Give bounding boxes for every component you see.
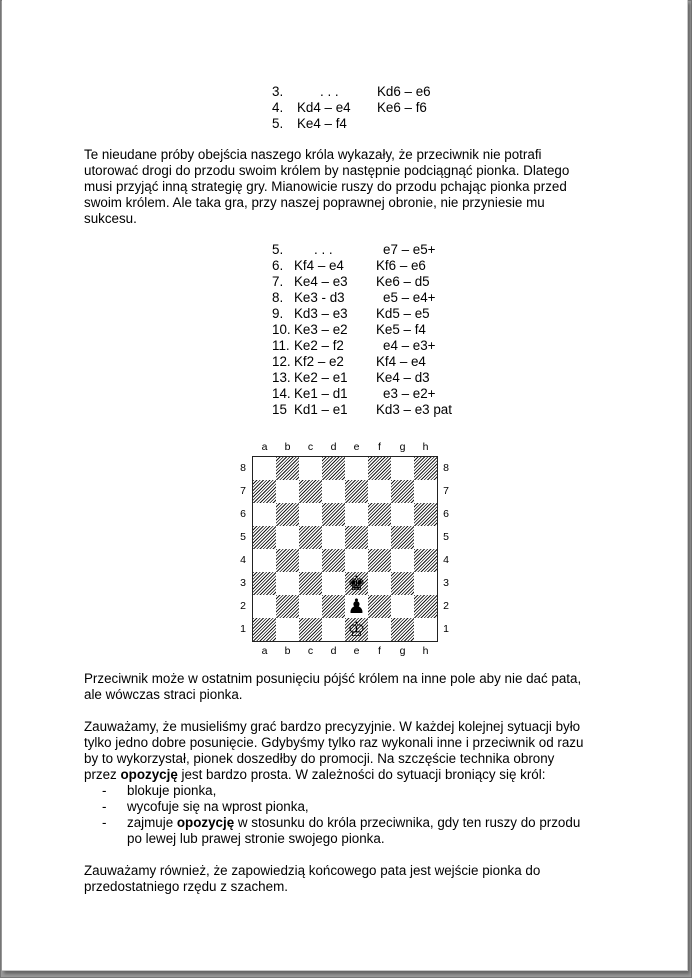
square-h6 (414, 503, 437, 526)
move-number: 7. (272, 274, 284, 289)
rank-label: 3 (443, 577, 449, 589)
text-run: w stosunku do króla przeciwnika, gdy ten ruszy do przodu (234, 815, 581, 830)
black-move: Ke4 – d3 (376, 370, 430, 385)
move-number: 10. (272, 322, 291, 337)
file-label: h (422, 441, 429, 453)
black-move: Ke6 – f6 (377, 100, 427, 115)
document-page (2, 0, 688, 971)
move-row (270, 306, 470, 322)
move-number: 3. (272, 84, 284, 99)
move-number: 6. (272, 258, 284, 273)
square-c7 (299, 480, 322, 503)
white-move: Ke4 – f4 (297, 116, 347, 131)
move-row (270, 274, 470, 290)
white-move: Kf4 – e4 (294, 258, 344, 273)
file-label: d (330, 645, 337, 657)
square-g1 (391, 618, 414, 641)
move-number: 5. (272, 242, 284, 257)
rank-label: 4 (443, 554, 449, 566)
file-label: g (399, 645, 406, 657)
file-label: h (422, 645, 429, 657)
paragraph-conclusion (84, 863, 604, 895)
rank-label: 1 (240, 623, 246, 635)
black-move: Kf6 – e6 (376, 258, 426, 273)
move-row (270, 84, 470, 100)
square-h1 (414, 618, 437, 641)
black-move: e3 – e2+ (383, 386, 436, 401)
file-label: b (284, 645, 291, 657)
square-c6 (299, 503, 322, 526)
bold-term: opozycję (176, 815, 235, 830)
white-move: Ke2 – e1 (294, 370, 348, 385)
file-label: f (378, 645, 381, 657)
square-c4 (299, 549, 322, 572)
rank-label: 5 (443, 531, 449, 543)
list-item-text: po lewej lub prawej stronie swojego pionka. (127, 831, 385, 846)
paragraph-strategy (84, 147, 604, 227)
rank-label: 8 (240, 462, 246, 474)
white-move: Kf2 – e2 (294, 354, 344, 369)
bold-term: opozycję (120, 767, 178, 782)
square-h2 (414, 595, 437, 618)
black-move: Kd3 – e3 pat (376, 402, 452, 417)
move-row (270, 116, 470, 132)
square-d7 (322, 480, 345, 503)
move-row (270, 290, 470, 306)
square-a3 (253, 572, 276, 595)
rank-label: 1 (443, 623, 449, 635)
chess-piece-e2: ♟ (347, 594, 366, 618)
text-line: tylko jedno dobre posunięcie. Gdybyśmy tylko raz wykonali inne i przeciwnik od razu (84, 735, 584, 750)
white-move: Kd1 – e1 (294, 402, 348, 417)
file-label: d (330, 441, 337, 453)
white-move: Ke1 – d1 (294, 386, 348, 401)
black-move: Kd5 – e5 (376, 306, 430, 321)
list-item-text: wycofuje się na wprost pionka, (127, 799, 309, 814)
move-number: 13. (272, 370, 291, 385)
text-line: przedostatniego rzędu z szachem. (84, 879, 288, 894)
file-label: a (261, 645, 268, 657)
rank-label: 8 (443, 462, 449, 474)
black-move: Kd6 – e6 (377, 84, 431, 99)
square-d1 (322, 618, 345, 641)
black-move: Ke5 – f4 (376, 322, 426, 337)
square-b6 (276, 503, 299, 526)
move-number: 8. (272, 290, 284, 305)
square-f5 (368, 526, 391, 549)
text-line: utorować drogi do przodu swoim królem by następnie podciągnąć pionka. Dlatego (84, 163, 570, 178)
square-c3 (299, 572, 322, 595)
black-move: Ke6 – d5 (376, 274, 430, 289)
white-move: Ke4 – e3 (294, 274, 348, 289)
white-move: Ke3 - d3 (294, 290, 345, 305)
square-b3 (276, 572, 299, 595)
text-line: swoim królem. Ale taka gra, przy naszej poprawnej obronie, nie przyniesie mu (84, 195, 545, 210)
list-dash: - (102, 799, 107, 814)
move-number: 9. (272, 306, 284, 321)
square-a4 (253, 549, 276, 572)
paragraph-stalemate-note (84, 671, 604, 703)
move-number: 5. (272, 116, 284, 131)
square-e6 (345, 503, 368, 526)
black-move: e5 – e4+ (383, 290, 436, 305)
square-c1 (299, 618, 322, 641)
list-item-text (127, 815, 580, 831)
square-a5 (253, 526, 276, 549)
move-row (270, 322, 470, 338)
square-b8 (276, 457, 299, 480)
square-g3 (391, 572, 414, 595)
file-label: c (307, 645, 314, 657)
moves-table-top (270, 84, 470, 132)
rank-label: 7 (443, 485, 449, 497)
file-label: g (399, 441, 406, 453)
square-a2 (253, 595, 276, 618)
file-label: a (261, 441, 268, 453)
square-d3 (322, 572, 345, 595)
square-c5 (299, 526, 322, 549)
paragraph-precision (84, 719, 604, 783)
move-row (270, 402, 470, 418)
square-f1 (368, 618, 391, 641)
square-d4 (322, 549, 345, 572)
square-d6 (322, 503, 345, 526)
text-line: Te nieudane próby obejścia naszego króla wykazały, że przeciwnik nie potrafi (84, 147, 542, 162)
move-number: 4. (272, 100, 284, 115)
square-a1 (253, 618, 276, 641)
white-move: . . . (314, 242, 333, 257)
square-f4 (368, 549, 391, 572)
white-move: Kd3 – e3 (294, 306, 348, 321)
text-line: Przeciwnik może w ostatnim posunięciu pójść królem na inne pole aby nie dać pata, (84, 671, 582, 686)
white-move: . . . (320, 84, 339, 99)
chess-piece-e1: ♔ (347, 617, 366, 641)
square-g2 (391, 595, 414, 618)
list-dash: - (102, 815, 107, 830)
square-g4 (391, 549, 414, 572)
text-line: Zauważamy, że musieliśmy grać bardzo precyzyjnie. W każdej kolejnej sytuacji było (84, 719, 581, 734)
black-move: Kf4 – e4 (376, 354, 426, 369)
rank-label: 2 (240, 600, 246, 612)
square-a7 (253, 480, 276, 503)
square-f8 (368, 457, 391, 480)
chess-board (252, 456, 438, 642)
chess-diagram (232, 438, 462, 668)
square-h7 (414, 480, 437, 503)
file-label: e (353, 645, 360, 657)
move-row (270, 370, 470, 386)
square-f6 (368, 503, 391, 526)
move-row (270, 258, 470, 274)
rank-label: 5 (240, 531, 246, 543)
file-label: c (307, 441, 314, 453)
chess-piece-e3: ♚ (347, 571, 366, 595)
white-move: Kd4 – e4 (297, 100, 351, 115)
square-b4 (276, 549, 299, 572)
square-e4 (345, 549, 368, 572)
square-b1 (276, 618, 299, 641)
move-row (270, 386, 470, 402)
text-run: jest bardzo prosta. W zależności do sytuacji broniący się król: (177, 767, 546, 782)
text-line: by to wykorzystał, pionek doszedłby do promocji. Na szczęście technika obrony (84, 751, 555, 766)
text-line (84, 767, 604, 783)
square-e8 (345, 457, 368, 480)
move-row (270, 100, 470, 116)
square-f2 (368, 595, 391, 618)
square-h3 (414, 572, 437, 595)
move-number: 12. (272, 354, 291, 369)
file-label: f (378, 441, 381, 453)
move-row (270, 338, 470, 354)
rank-label: 6 (240, 508, 246, 520)
square-a6 (253, 503, 276, 526)
square-d8 (322, 457, 345, 480)
list-dash: - (102, 783, 107, 798)
rank-label: 3 (240, 577, 246, 589)
text-run: zajmuje (127, 815, 177, 830)
rank-label: 4 (240, 554, 246, 566)
square-e7 (345, 480, 368, 503)
text-line: musi przyjąć inną strategię gry. Mianowicie ruszy do przodu pchając pionka przed (84, 179, 567, 194)
square-g5 (391, 526, 414, 549)
list-item-text: blokuje pionka, (127, 783, 217, 798)
move-row (270, 242, 470, 258)
move-number: 14. (272, 386, 291, 401)
black-move: e7 – e5+ (383, 242, 436, 257)
square-a8 (253, 457, 276, 480)
square-b5 (276, 526, 299, 549)
white-move: Ke3 – e2 (294, 322, 348, 337)
square-d2 (322, 595, 345, 618)
black-move: e4 – e3+ (383, 338, 436, 353)
square-g8 (391, 457, 414, 480)
square-g7 (391, 480, 414, 503)
square-d5 (322, 526, 345, 549)
square-h8 (414, 457, 437, 480)
square-f3 (368, 572, 391, 595)
square-f7 (368, 480, 391, 503)
rank-label: 2 (443, 600, 449, 612)
file-label: e (353, 441, 360, 453)
move-number: 15 (272, 402, 287, 417)
text-line: Zauważamy również, że zapowiedzią końcowego pata jest wejście pionka do (84, 863, 541, 878)
text-line: sukcesu. (84, 211, 137, 226)
square-h5 (414, 526, 437, 549)
move-number: 11. (272, 338, 290, 353)
text-run: przez (84, 767, 121, 782)
white-move: Ke2 – f2 (294, 338, 344, 353)
square-b2 (276, 595, 299, 618)
move-row (270, 354, 470, 370)
moves-table-main (270, 242, 470, 418)
file-label: b (284, 441, 291, 453)
rank-label: 6 (443, 508, 449, 520)
square-b7 (276, 480, 299, 503)
square-g6 (391, 503, 414, 526)
text-line: ale wówczas straci pionka. (84, 687, 243, 702)
rank-label: 7 (240, 485, 246, 497)
square-h4 (414, 549, 437, 572)
square-e5 (345, 526, 368, 549)
square-c2 (299, 595, 322, 618)
square-c8 (299, 457, 322, 480)
